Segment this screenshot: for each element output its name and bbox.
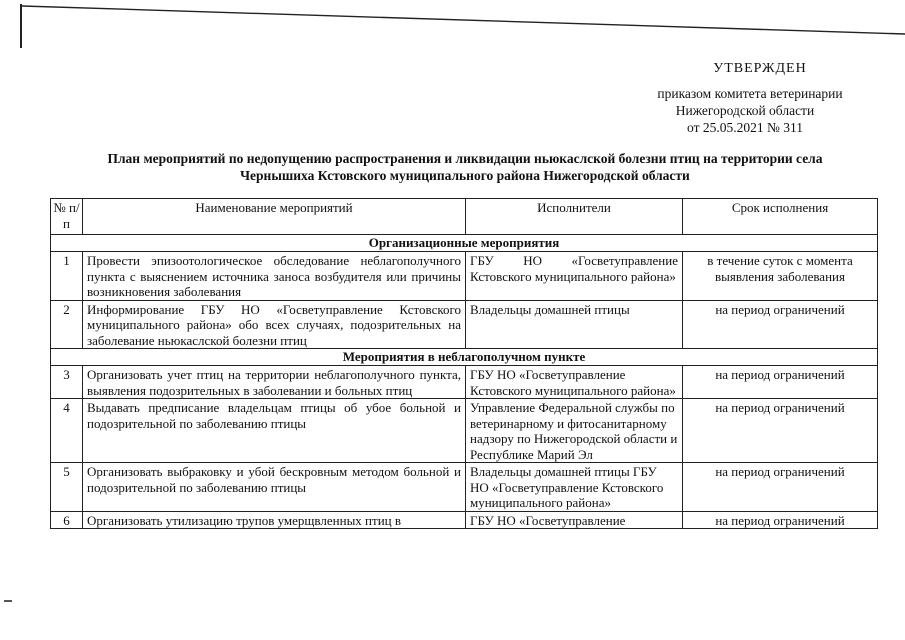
row-name: Провести эпизоотологическое обследование неблагополучного пункта с выяснением источника заноса возбудителя или причины возникновения заболевания <box>83 252 466 301</box>
row-num: 2 <box>51 300 83 349</box>
row-name: Организовать утилизацию трупов умерщвленных птиц в <box>83 511 466 529</box>
header-num: № п/п <box>51 199 83 235</box>
document-title <box>60 150 870 184</box>
row-executors: Владельцы домашней птицы <box>466 300 683 349</box>
header-name: Наименование мероприятий <box>83 199 466 235</box>
row-term: на период ограничений <box>683 300 878 349</box>
row-executors: Управление Федеральной службы по ветеринарному и фитосанитарному надзору по Нижегородской области и Республике Марий Эл <box>466 399 683 463</box>
section-title: Мероприятия в неблагополучном пункте <box>51 349 878 366</box>
table-row <box>51 463 878 512</box>
row-name: Выдавать предписание владельцам птицы об убое больной и подозрительной по заболеванию птицы <box>83 399 466 463</box>
row-executors: ГБУ НО «Госветуправление Кстовского муниципального района» <box>466 366 683 399</box>
header-term: Срок исполнения <box>683 199 878 235</box>
approval-block <box>560 60 900 136</box>
row-term: на период ограничений <box>683 463 878 512</box>
table-row <box>51 511 878 529</box>
row-executors: ГБУ НО «Госветуправление Кстовского муниципального района» <box>466 252 683 301</box>
row-num: 4 <box>51 399 83 463</box>
row-num: 1 <box>51 252 83 301</box>
title-line: Чернышиха Кстовского муниципального района Нижегородской области <box>240 168 690 183</box>
approval-line: приказом комитета ветеринарии <box>657 86 843 101</box>
table-row <box>51 366 878 399</box>
table-row <box>51 399 878 463</box>
approval-line: от 25.05.2021 № 311 <box>687 120 803 135</box>
row-num: 5 <box>51 463 83 512</box>
row-executors: ГБУ НО «Госветуправление <box>466 511 683 529</box>
section-row <box>51 235 878 252</box>
section-title: Организационные мероприятия <box>51 235 878 252</box>
row-num: 6 <box>51 511 83 529</box>
table-row <box>51 252 878 301</box>
row-name: Информирование ГБУ НО «Госветуправление Кстовского муниципального района» обо всех случаях, подозрительных на заболевание ньюкаслской болезни птиц <box>83 300 466 349</box>
row-term: в течение суток с момента выявления заболевания <box>683 252 878 301</box>
row-num: 3 <box>51 366 83 399</box>
header-executors: Исполнители <box>466 199 683 235</box>
row-name: Организовать учет птиц на территории неблагополучного пункта, выявления подозрительных в заболевании и больных птиц <box>83 366 466 399</box>
table-row <box>51 300 878 349</box>
row-term: на период ограничений <box>683 399 878 463</box>
row-term: на период ограничений <box>683 366 878 399</box>
row-executors: Владельцы домашней птицы ГБУ НО «Госветуправление Кстовского муниципального района» <box>466 463 683 512</box>
scan-edge-line <box>22 4 905 36</box>
section-row <box>51 349 878 366</box>
table-header-row <box>51 199 878 235</box>
approval-line: Нижегородской области <box>675 103 815 118</box>
title-line: План мероприятий по недопущению распространения и ликвидации ньюкаслской болезни птиц на территории села <box>107 151 823 166</box>
approval-stamp-title: УТВЕРЖДЕН <box>713 61 807 76</box>
measures-table <box>50 198 878 529</box>
row-term: на период ограничений <box>683 511 878 529</box>
scan-edge-mark <box>20 4 22 48</box>
scan-margin-mark <box>4 600 12 602</box>
row-name: Организовать выбраковку и убой бескровным методом больной и подозрительной по заболеванию птицы <box>83 463 466 512</box>
